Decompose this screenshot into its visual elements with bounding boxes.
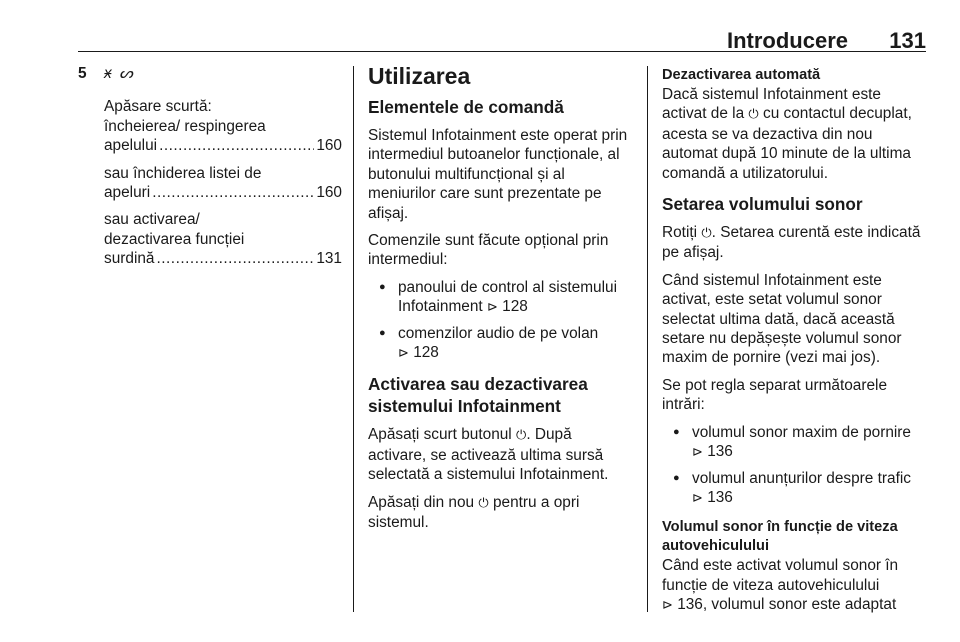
entry-header (78, 64, 342, 83)
index-entry-1-last: apelului (104, 137, 158, 155)
speed-volume-paragraph (662, 556, 928, 615)
index-entry-3-last: surdină (104, 250, 155, 268)
index-entry-1-line: încheierea/ respingerea (104, 117, 266, 135)
ref-arrow-icon: ⊳ (486, 300, 498, 316)
list-item (662, 423, 928, 463)
volume-heading: Setarea volumului sonor (662, 194, 863, 215)
section-title: Utilizarea (368, 63, 471, 89)
index-entry-3-page[interactable]: 131 (316, 250, 342, 268)
list-item-text: volumul anunțurilor despre trafic (692, 469, 911, 487)
text-span: Apăsați din nou (368, 493, 475, 511)
page-number: 131 (889, 28, 926, 53)
text-span: Rotiți (662, 224, 698, 242)
power-icon: ⏻ (748, 107, 759, 123)
index-entry-2-page[interactable]: 160 (316, 184, 342, 202)
deactivation-paragraph (368, 493, 634, 533)
text-span: Apăsați scurt butonul (368, 426, 512, 444)
column-divider-2 (647, 66, 648, 612)
phone-hangup-icon: ӿ ᔕ (104, 65, 136, 82)
entry-intro: Apăsare scurtă: (104, 98, 212, 116)
controls-paragraph: Sistemul Infotainment este operat prin intermediul butoanelor funcționale, al butonului multifuncțional și al meniurilor care sunt prezentate pe afișaj. (368, 127, 628, 222)
list-item (662, 469, 928, 509)
volume-startup-paragraph: Când sistemul Infotainment este activat, este setat volumul sonor selectat ultima dată, dacă această setare nu depășește volumul sonor maxim de pornire (vezi mai jos). (662, 271, 902, 367)
index-entry-3-line2: dezactivarea funcției (104, 230, 245, 248)
ref-arrow-icon: ⊳ (692, 490, 703, 506)
activation-paragraph (368, 425, 634, 484)
power-icon: ⏻ (516, 428, 527, 444)
ref-arrow-icon: ⊳ (692, 445, 703, 461)
text-span: cu contactul decuplat, acesta se va dezactiva din nou automat după 10 minute de la ultima comandă a utilizatorului. (662, 105, 912, 182)
index-entry-2 (104, 164, 342, 203)
index-entry-3-line1: sau activarea/ (104, 211, 200, 229)
column-divider-1 (353, 66, 354, 612)
controls-intro: Comenzile sunt făcute opțional prin intermediul: (368, 232, 609, 269)
page-ref[interactable]: 136 (707, 443, 733, 461)
text-span: Dacă sistemul Infotainment este activat de la (662, 86, 881, 123)
page-ref[interactable]: 128 (502, 298, 528, 316)
index-entry-2-last: apeluri (104, 184, 151, 202)
page-ref[interactable]: 128 (413, 344, 439, 362)
controls-list (368, 278, 634, 364)
text-span: . Setarea curentă este indicată pe afișaj. (662, 224, 921, 262)
text-span: . După activare, se activează ultima sursă selectată a sistemului Infotainment. (368, 426, 609, 484)
list-item (368, 324, 634, 364)
column-2 (368, 62, 634, 541)
volume-list (662, 423, 928, 509)
volume-knob-icon: ⏻ (701, 226, 712, 242)
volume-inputs-intro: Se pot regla separat următoarele intrări: (662, 376, 888, 414)
page-ref[interactable]: 136 (707, 488, 733, 506)
text-span: , volumul sonor este adaptat (702, 596, 897, 614)
ref-arrow-icon: ⊳ (662, 598, 673, 614)
speed-volume-heading: Volumul sonor în funcție de viteza autovehiculului (662, 519, 898, 555)
auto-off-paragraph (662, 85, 928, 183)
auto-off-heading: Dezactivarea automată (662, 67, 821, 83)
index-entry-1 (104, 117, 342, 156)
power-icon: ⏻ (478, 495, 489, 511)
page-ref[interactable]: 136 (677, 596, 703, 614)
volume-paragraph (662, 223, 928, 263)
list-item (368, 278, 634, 318)
controls-heading: Elementele de comandă (368, 97, 564, 117)
text-span: Când este activat volumul sonor în funcție de viteza autovehiculului (662, 557, 899, 594)
index-entry-2-line: sau închiderea listei de (104, 164, 262, 182)
page-header (78, 26, 926, 52)
list-item-text: panoului de control al sistemului Infotainment (398, 278, 618, 316)
column-1 (78, 62, 342, 269)
column-3 (662, 62, 928, 624)
header-title: Introducere (726, 28, 848, 53)
activation-heading: Activarea sau dezactivarea sistemului Infotainment (368, 374, 588, 417)
list-item-text: volumul sonor maxim de pornire (692, 423, 911, 441)
index-entry-3 (104, 210, 342, 268)
index-entry-1-page[interactable]: 160 (316, 137, 342, 155)
list-item-text: comenzilor audio de pe volan (398, 324, 599, 342)
entry-number: 5 (78, 65, 87, 82)
text-span: pentru a opri sistemul. (368, 493, 580, 532)
ref-arrow-icon: ⊳ (398, 346, 409, 362)
